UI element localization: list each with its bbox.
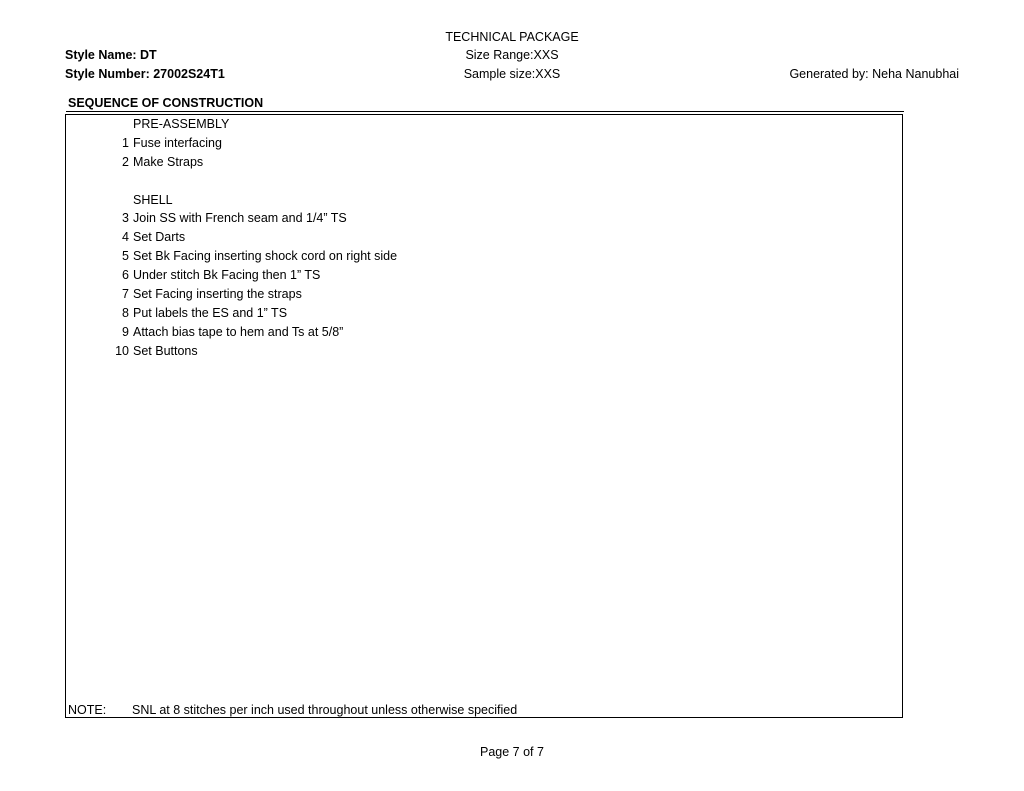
step-row xyxy=(66,326,902,342)
step-text: Put labels the ES and 1” TS xyxy=(133,306,288,320)
step-number: 9 xyxy=(122,325,129,339)
document-title: TECHNICAL PACKAGE xyxy=(445,30,579,44)
step-row xyxy=(66,269,902,285)
step-text: Set Darts xyxy=(133,230,186,244)
construction-steps-box xyxy=(65,114,903,718)
step-number: 6 xyxy=(122,268,129,282)
step-text: Set Buttons xyxy=(133,344,198,358)
sample-size: Sample size:XXS xyxy=(463,67,561,81)
step-row xyxy=(66,212,902,228)
size-range: Size Range:XXS xyxy=(465,48,559,62)
step-number: 7 xyxy=(122,287,129,301)
step-number: 3 xyxy=(122,211,129,225)
step-row xyxy=(66,175,902,191)
step-row xyxy=(66,194,902,210)
step-text: Fuse interfacing xyxy=(133,136,222,150)
step-text: Set Facing inserting the straps xyxy=(133,287,302,301)
step-row xyxy=(66,288,902,304)
step-number: 5 xyxy=(122,249,129,263)
step-text: Make Straps xyxy=(133,155,204,169)
step-number: 1 xyxy=(122,136,129,150)
step-text: SHELL xyxy=(133,193,173,207)
step-text: Join SS with French seam and 1/4” TS xyxy=(133,211,347,225)
step-row xyxy=(66,156,902,172)
step-number: 4 xyxy=(122,230,129,244)
step-text: Set Bk Facing inserting shock cord on right side xyxy=(133,249,398,263)
step-number: 10 xyxy=(115,344,129,358)
style-name: Style Name: DT xyxy=(65,48,157,62)
note-label: NOTE: xyxy=(68,703,107,717)
step-row xyxy=(66,250,902,266)
note-text: SNL at 8 stitches per inch used throughout unless otherwise specified xyxy=(132,703,518,717)
step-number: 8 xyxy=(122,306,129,320)
style-number: Style Number: 27002S24T1 xyxy=(65,67,225,81)
step-row xyxy=(66,118,902,134)
step-row xyxy=(66,231,902,247)
step-row xyxy=(66,307,902,323)
heading-underline xyxy=(66,111,904,112)
step-row xyxy=(66,137,902,153)
step-text: PRE-ASSEMBLY xyxy=(133,117,230,131)
step-row xyxy=(66,345,902,361)
step-text: Attach bias tape to hem and Ts at 5/8” xyxy=(133,325,344,339)
step-text: Under stitch Bk Facing then 1” TS xyxy=(133,268,321,282)
generated-by: Generated by: Neha Nanubhai xyxy=(789,67,959,81)
page-number: Page 7 of 7 xyxy=(480,745,544,759)
step-number: 2 xyxy=(122,155,129,169)
section-heading: SEQUENCE OF CONSTRUCTION xyxy=(68,96,264,110)
